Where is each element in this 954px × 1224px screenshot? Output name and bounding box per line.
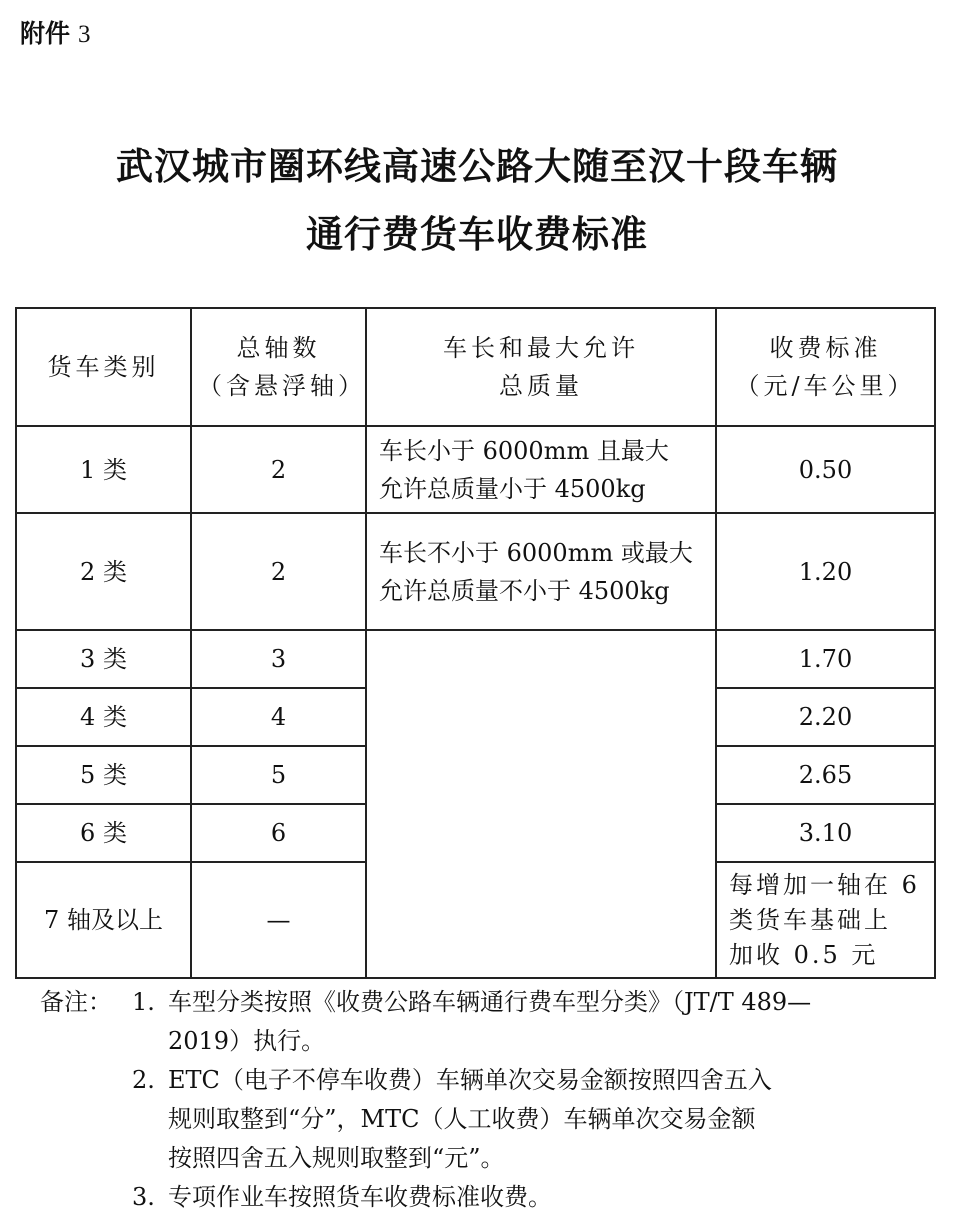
cell-rate: 2.65 bbox=[716, 746, 935, 804]
cell-rate: 0.50 bbox=[716, 426, 935, 513]
table-row bbox=[16, 630, 935, 688]
cell-axles: 5 bbox=[191, 746, 366, 804]
header-rate: 收费标准 （元/车公里） bbox=[716, 308, 935, 426]
cell-rate: 3.10 bbox=[716, 804, 935, 862]
cell-category: 5 类 bbox=[16, 746, 191, 804]
cell-rate: 1.70 bbox=[716, 630, 935, 688]
notes-prefix: 备注： bbox=[40, 988, 112, 1016]
note-line: 规则取整到“分”，MTC（人工收费）车辆单次交易金额 bbox=[168, 1105, 756, 1133]
note-item-2 bbox=[40, 1061, 920, 1178]
cell-category: 1 类 bbox=[16, 426, 191, 513]
note-line: 专项作业车按照货车收费标准收费。 bbox=[168, 1183, 552, 1211]
cell-axles: 2 bbox=[191, 426, 366, 513]
note-line: 2019）执行。 bbox=[168, 1027, 326, 1055]
cell-axles: 2 bbox=[191, 513, 366, 630]
document-title-line-1: 武汉城市圈环线高速公路大随至汉十段车辆 bbox=[116, 145, 838, 188]
cell-rate: 2.20 bbox=[716, 688, 935, 746]
note-item-3 bbox=[40, 1178, 920, 1217]
cell-category: 2 类 bbox=[16, 513, 191, 630]
notes-section bbox=[40, 983, 920, 1217]
note-line: ETC（电子不停车收费）车辆单次交易金额按照四舍五入 bbox=[168, 1066, 772, 1094]
attachment-number: 3 bbox=[78, 21, 91, 48]
note-number: 1. bbox=[132, 988, 155, 1016]
fee-table bbox=[15, 307, 936, 979]
table-header-row bbox=[16, 308, 935, 426]
cell-category: 3 类 bbox=[16, 630, 191, 688]
note-number: 3. bbox=[132, 1183, 155, 1211]
cell-axles: 6 bbox=[191, 804, 366, 862]
cell-category: 6 类 bbox=[16, 804, 191, 862]
note-item-1 bbox=[40, 983, 920, 1061]
table-row bbox=[16, 426, 935, 513]
cell-rate: 每增加一轴在 6 类货车基础上 加收 0.5 元 bbox=[716, 862, 935, 978]
cell-category: 7 轴及以上 bbox=[16, 862, 191, 978]
cell-axles: 3 bbox=[191, 630, 366, 688]
header-axles: 总轴数 （含悬浮轴） bbox=[191, 308, 366, 426]
cell-spec: 车长小于 6000mm 且最大 允许总质量小于 4500kg bbox=[366, 426, 716, 513]
cell-axles: 4 bbox=[191, 688, 366, 746]
cell-axles: — bbox=[191, 862, 366, 978]
cell-spec: 车长不小于 6000mm 或最大 允许总质量不小于 4500kg bbox=[366, 513, 716, 630]
cell-spec-merged-empty bbox=[366, 630, 716, 978]
note-line: 按照四舍五入规则取整到“元”。 bbox=[168, 1144, 505, 1172]
note-line: 车型分类按照《收费公路车辆通行费车型分类》（JT/T 489— bbox=[168, 988, 812, 1016]
note-number: 2. bbox=[132, 1066, 155, 1094]
header-spec: 车长和最大允许 总质量 bbox=[366, 308, 716, 426]
attachment-text: 附件 bbox=[20, 19, 71, 48]
attachment-label bbox=[20, 14, 91, 50]
table-row bbox=[16, 513, 935, 630]
cell-category: 4 类 bbox=[16, 688, 191, 746]
cell-rate: 1.20 bbox=[716, 513, 935, 630]
document-title-line-2: 通行费货车收费标准 bbox=[306, 213, 648, 256]
header-category: 货车类别 bbox=[16, 308, 191, 426]
